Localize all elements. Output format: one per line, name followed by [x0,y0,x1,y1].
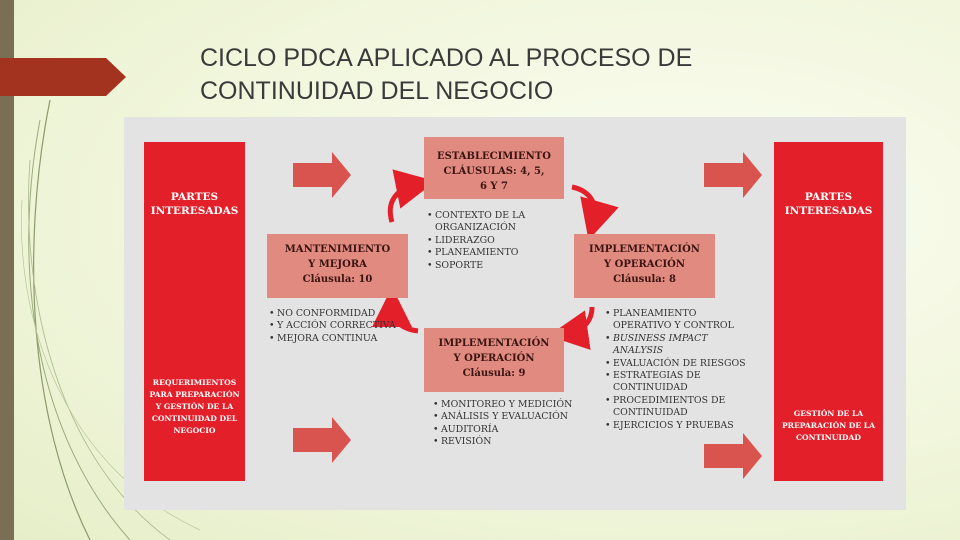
right-panel-note-line: CONTINUIDAD [796,433,861,442]
left-panel-note-line: CONTINUIDAD DEL [151,414,238,423]
list-item: CONTINUIDAD [613,407,688,419]
establishment-box-line-1: ESTABLECIMIENTO [437,151,551,162]
implementation-8-line-3: Cláusula: 8 [613,274,676,285]
implementation-8-line-2: Y OPERACIÓN [603,259,686,270]
maintenance-item-list [269,308,396,345]
right-panel-note-line: PREPARACIÓN DE LA [781,421,876,430]
list-item: CONTINUIDAD [613,382,688,394]
pdca-diagram [124,117,906,510]
left-panel-note-line: NEGOCIO [173,426,216,435]
list-item: OPERATIVO Y CONTROL [613,320,734,332]
maintenance-box-line-1: MANTENIMIENTO [284,244,391,255]
list-item: • NO CONFORMIDAD [269,308,396,320]
cycle-arrow-top-to-right [572,187,595,221]
implementation-operation-box-8 [574,234,715,298]
cycle-arrow-left-to-top [390,185,416,222]
maintenance-box-line-2: Y MEJORA [308,259,367,270]
establishment-box-line-3: 6 Y 7 [479,181,509,192]
list-item: • LIDERAZGO [427,235,525,247]
establishment-item-list [427,210,525,272]
right-panel-title-line-2: INTERESADAS [784,205,873,217]
implementation-9-item-list [433,399,572,449]
left-panel-title-line-2: INTERESADAS [150,205,239,217]
maintenance-improvement-box [267,234,408,298]
left-panel-title-line-1: PARTES [170,191,219,203]
left-panel-note-line: Y GESTIÓN DE LA [155,402,234,411]
list-item: ORGANIZACIÓN [435,222,516,234]
page-title-line-2: CONTINUIDAD DEL NEGOCIO [200,77,554,105]
maintenance-box-line-3: Cláusula: 10 [302,274,373,285]
right-panel-note-line: GESTIÓN DE LA [793,409,864,418]
list-item: • BUSINESS IMPACT [605,333,746,345]
output-arrow-bottom-right [704,433,762,479]
implementation-operation-box-9 [424,328,564,392]
output-arrow-top-right [704,152,762,198]
list-item: ANALYSIS [613,345,664,357]
page-title [200,42,900,108]
left-panel-note-line: PARA PREPARACIÓN [149,390,240,399]
list-item: • MEJORA CONTINUA [269,333,396,345]
implementation-9-line-2: Y OPERACIÓN [453,353,535,364]
list-item: • ESTRATEGIAS DE [605,370,746,382]
list-item: • SOPORTE [427,260,525,272]
list-item: • CONTEXTO DE LA [427,210,525,222]
establishment-box [424,137,564,199]
list-item: • MONITOREO Y MEDICIÓN [433,399,572,411]
page-title-line-1: CICLO PDCA APLICADO AL PROCESO DE [200,44,693,72]
input-arrow-top-left [293,152,351,198]
implementation-8-item-list [605,308,746,432]
list-item: • ANÁLISIS Y EVALUACIÓN [433,411,572,423]
list-item: • EVALUACIÓN DE RIESGOS [605,358,746,370]
input-arrow-bottom-left [293,417,351,463]
list-item: • PLANEAMIENTO [605,308,746,320]
left-panel-note-line: REQUERIMIENTOS [152,378,237,387]
list-item: • AUDITORÍA [433,424,572,436]
title-accent-arrow [0,58,126,96]
implementation-8-line-1: IMPLEMENTACIÓN [589,244,700,255]
list-item: • PLANEAMIENTO [427,247,525,259]
cycle-arrow-right-to-bottom [568,307,592,333]
list-item: • EJERCICIOS Y PRUEBAS [605,420,746,432]
list-item: • Y ACCIÓN CORRECTIVA [269,320,396,332]
implementation-9-line-1: IMPLEMENTACIÓN [438,338,550,349]
list-item: • PROCEDIMIENTOS DE [605,395,746,407]
establishment-box-line-2: CLÁUSULAS: 4, 5, [443,166,545,177]
list-item: • REVISIÓN [433,436,572,448]
implementation-9-line-3: Cláusula: 9 [462,368,526,379]
right-panel-title-line-1: PARTES [804,191,853,203]
